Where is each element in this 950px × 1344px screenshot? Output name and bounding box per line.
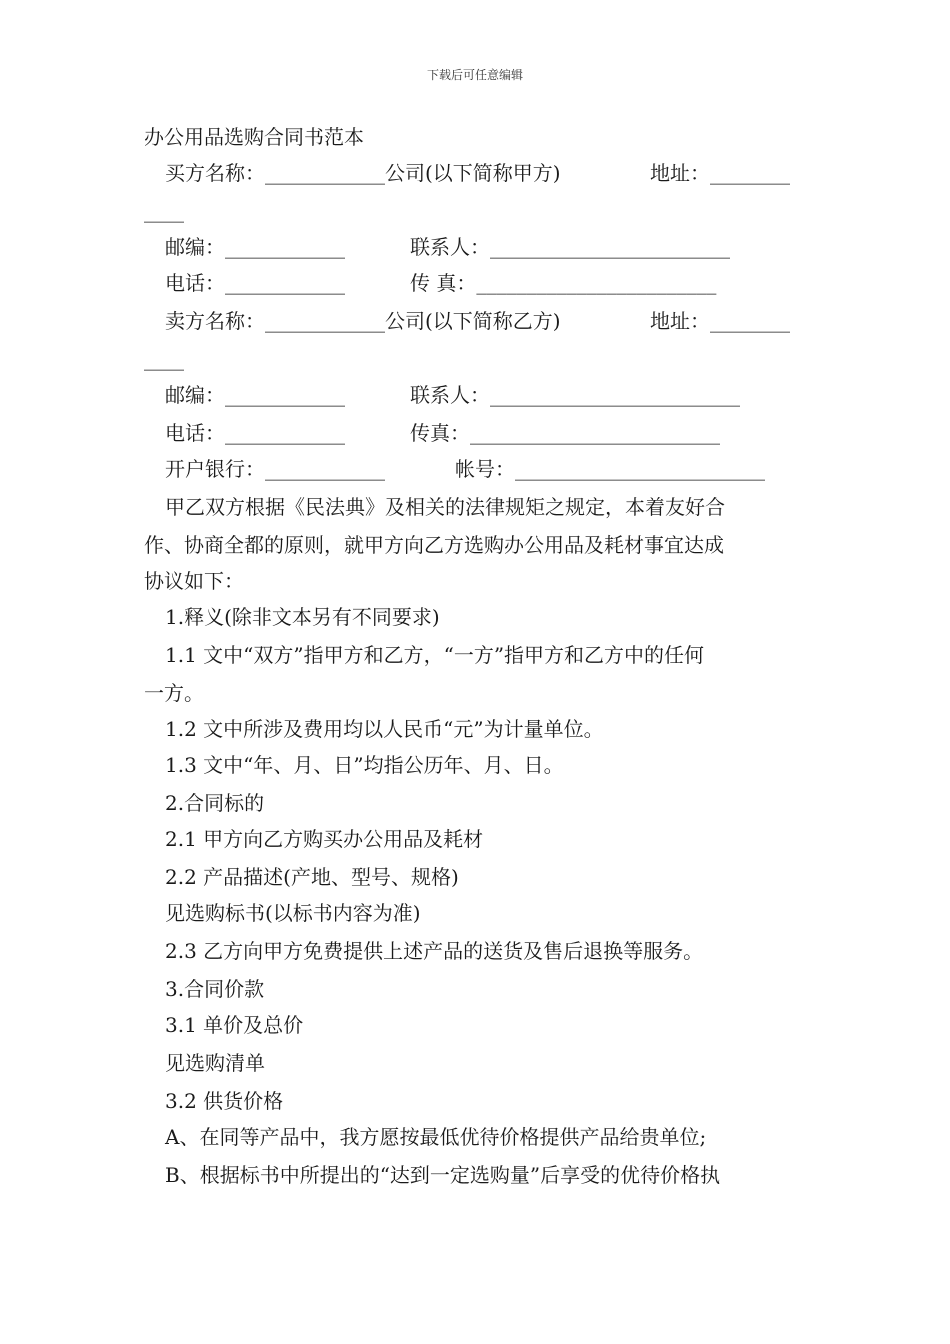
buyer-fax: 传 真：________________________ [410,271,717,295]
clause-1-3: 1.3 文中“年、月、日”均指公历年、月、日。 [165,753,564,777]
buyer-address-cont: ____ [144,199,184,223]
clause-3-1: 3.1 单价及总价 [165,1013,304,1037]
seller-phone: 电话：____________ [165,421,345,445]
buyer-phone: 电话：____________ [165,271,345,295]
buyer-name-line: 买方名称：____________公司(以下简称甲方) [165,161,561,185]
seller-address-cont: ____ [144,347,184,371]
seller-address-line: 地址：________ [650,309,790,333]
buyer-postcode: 邮编：____________ [165,235,345,259]
clause-2-2: 2.2 产品描述(产地、型号、规格) [165,865,459,889]
clause-3-2-a: A、在同等产品中，我方愿按最低优待价格提供产品给贵单位; [165,1125,707,1149]
intro-line-2: 作、协商全都的原则，就甲方向乙方选购办公用品及耗材事宜达成 [144,533,724,557]
clause-2-3: 2.3 乙方向甲方免费提供上述产品的送货及售后退换等服务。 [165,939,704,963]
buyer-contact: 联系人：________________________ [410,235,730,259]
intro-line-3: 协议如下： [144,569,244,593]
section-1-heading: 1.释义(除非文本另有不同要求) [165,605,440,629]
buyer-address-line: 地址：________ [650,161,790,185]
clause-1-2: 1.2 文中所涉及费用均以人民币“元”为计量单位。 [165,717,604,741]
section-2-heading: 2.合同标的 [165,791,265,815]
seller-name-line: 卖方名称：____________公司(以下简称乙方) [165,309,561,333]
clause-3-2: 3.2 供货价格 [165,1089,284,1113]
clause-1-1-line-1: 1.1 文中“双方”指甲方和乙方，“一方”指甲方和乙方中的任何 [165,643,705,667]
document-title: 办公用品选购合同书范本 [144,125,364,149]
clause-3-1-note: 见选购清单 [165,1051,265,1075]
section-3-heading: 3.合同价款 [165,977,265,1001]
page-header: 下载后可任意编辑 [426,68,523,82]
seller-contact: 联系人：_________________________ [410,383,740,407]
clause-1-1-line-2: 一方。 [144,681,204,705]
seller-postcode: 邮编：____________ [165,383,345,407]
clause-2-1: 2.1 甲方向乙方购买办公用品及耗材 [165,827,484,851]
seller-bank: 开户银行：____________ [165,457,385,481]
seller-account: 帐号：_________________________ [455,457,765,481]
seller-fax: 传真：_________________________ [410,421,720,445]
clause-3-2-b: B、根据标书中所提出的“达到一定选购量”后享受的优待价格执 [165,1163,721,1187]
clause-2-2-note: 见选购标书(以标书内容为准) [165,901,421,925]
intro-line-1: 甲乙双方根据《民法典》及相关的法律规矩之规定，本着友好合 [165,495,725,519]
